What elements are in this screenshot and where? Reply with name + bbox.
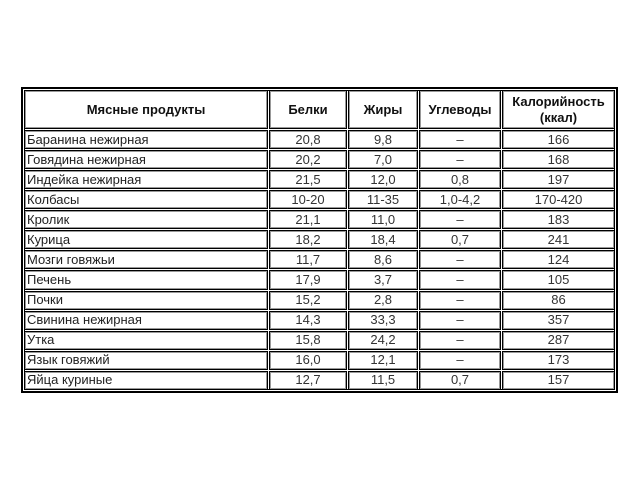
product-name: Колбасы — [24, 190, 268, 209]
protein-value: 20,2 — [269, 150, 347, 169]
header-fat: Жиры — [348, 90, 418, 129]
calories-value: 183 — [502, 210, 615, 229]
table-row — [24, 371, 615, 390]
table-row — [24, 351, 615, 370]
protein-value: 17,9 — [269, 270, 347, 289]
calories-value: 86 — [502, 291, 615, 310]
protein-value: 16,0 — [269, 351, 347, 370]
fat-value: 11,0 — [348, 210, 418, 229]
table-row — [24, 250, 615, 269]
fat-value: 24,2 — [348, 331, 418, 350]
header-protein: Белки — [269, 90, 347, 129]
fat-value: 12,1 — [348, 351, 418, 370]
fat-value: 7,0 — [348, 150, 418, 169]
table-row — [24, 130, 615, 149]
carbs-value: 0,8 — [419, 170, 501, 189]
product-name: Свинина нежирная — [24, 311, 268, 330]
protein-value: 11,7 — [269, 250, 347, 269]
protein-value: 21,5 — [269, 170, 347, 189]
carbs-value: – — [419, 150, 501, 169]
protein-value: 12,7 — [269, 371, 347, 390]
fat-value: 2,8 — [348, 291, 418, 310]
calories-value: 357 — [502, 311, 615, 330]
calories-value: 124 — [502, 250, 615, 269]
table-row — [24, 230, 615, 249]
table-row — [24, 270, 615, 289]
product-name: Утка — [24, 331, 268, 350]
protein-value: 10-20 — [269, 190, 347, 209]
product-name: Яйца куриные — [24, 371, 268, 390]
table-row — [24, 210, 615, 229]
table-row — [24, 311, 615, 330]
product-name: Курица — [24, 230, 268, 249]
carbs-value: – — [419, 210, 501, 229]
header-carbs: Углеводы — [419, 90, 501, 129]
carbs-value: – — [419, 311, 501, 330]
calories-value: 168 — [502, 150, 615, 169]
table-row — [24, 331, 615, 350]
table-row — [24, 170, 615, 189]
protein-value: 21,1 — [269, 210, 347, 229]
table-row — [24, 291, 615, 310]
header-calories: Калорийность (ккал) — [502, 90, 615, 129]
product-name: Мозги говяжьи — [24, 250, 268, 269]
product-name: Кролик — [24, 210, 268, 229]
calories-value: 105 — [502, 270, 615, 289]
carbs-value: – — [419, 270, 501, 289]
carbs-value: – — [419, 250, 501, 269]
product-name: Почки — [24, 291, 268, 310]
table-row — [24, 190, 615, 209]
carbs-value: 1,0-4,2 — [419, 190, 501, 209]
carbs-value: – — [419, 351, 501, 370]
calories-value: 157 — [502, 371, 615, 390]
fat-value: 3,7 — [348, 270, 418, 289]
carbs-value: 0,7 — [419, 230, 501, 249]
fat-value: 8,6 — [348, 250, 418, 269]
header-product: Мясные продукты — [24, 90, 268, 129]
calories-value: 241 — [502, 230, 615, 249]
carbs-value: – — [419, 291, 501, 310]
fat-value: 12,0 — [348, 170, 418, 189]
protein-value: 18,2 — [269, 230, 347, 249]
product-name: Печень — [24, 270, 268, 289]
product-name: Язык говяжий — [24, 351, 268, 370]
fat-value: 11,5 — [348, 371, 418, 390]
carbs-value: – — [419, 130, 501, 149]
calories-value: 166 — [502, 130, 615, 149]
product-name: Индейка нежирная — [24, 170, 268, 189]
fat-value: 18,4 — [348, 230, 418, 249]
fat-value: 11-35 — [348, 190, 418, 209]
header-row — [24, 90, 615, 129]
meat-nutrition-table — [21, 87, 618, 393]
fat-value: 33,3 — [348, 311, 418, 330]
fat-value: 9,8 — [348, 130, 418, 149]
calories-value: 173 — [502, 351, 615, 370]
product-name: Говядина нежирная — [24, 150, 268, 169]
protein-value: 14,3 — [269, 311, 347, 330]
protein-value: 20,8 — [269, 130, 347, 149]
calories-value: 197 — [502, 170, 615, 189]
product-name: Баранина нежирная — [24, 130, 268, 149]
protein-value: 15,8 — [269, 331, 347, 350]
calories-value: 287 — [502, 331, 615, 350]
carbs-value: – — [419, 331, 501, 350]
protein-value: 15,2 — [269, 291, 347, 310]
calories-value: 170-420 — [502, 190, 615, 209]
carbs-value: 0,7 — [419, 371, 501, 390]
table-row — [24, 150, 615, 169]
